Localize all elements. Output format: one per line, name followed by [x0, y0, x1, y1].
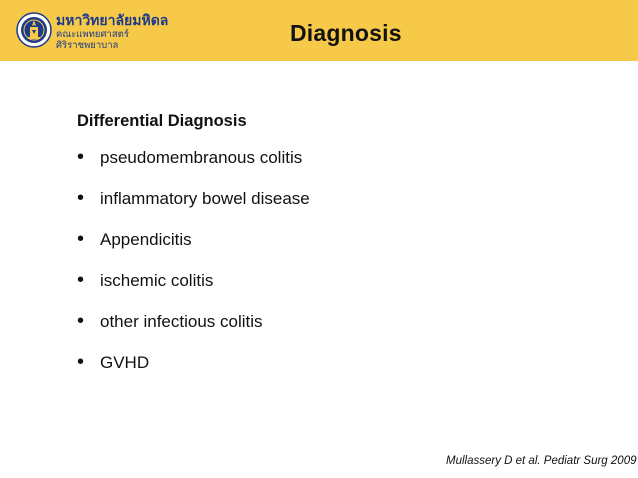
faculty-name-line1: คณะแพทยศาสตร์	[56, 29, 129, 40]
bullet-icon: •	[77, 351, 85, 373]
list-item-text: GVHD	[100, 353, 150, 372]
list-item-text: other infectious colitis	[100, 312, 263, 331]
bullet-icon: •	[77, 269, 85, 291]
bullet-icon: •	[77, 228, 85, 250]
header-bar	[0, 0, 638, 61]
list-item	[77, 189, 310, 230]
bullet-icon: •	[77, 187, 85, 209]
list-item-text: pseudomembranous colitis	[100, 148, 303, 167]
diagnosis-list	[77, 148, 310, 394]
citation: Mullassery D et al. Pediatr Surg 2009	[446, 455, 637, 467]
university-name: มหาวิทยาลัยมหิดล	[56, 12, 169, 28]
list-item	[77, 271, 310, 312]
slide-title: Diagnosis	[290, 20, 402, 46]
list-item-text: ischemic colitis	[100, 271, 214, 290]
list-item	[77, 148, 310, 189]
bullet-icon: •	[77, 310, 85, 332]
bullet-icon: •	[77, 146, 85, 168]
list-item	[77, 230, 310, 271]
university-name-block	[56, 13, 168, 52]
faculty-name-line2: ศิริราชพยาบาล	[56, 40, 119, 52]
list-item	[77, 353, 310, 394]
list-item-text: inflammatory bowel disease	[100, 189, 310, 208]
university-seal-icon	[16, 12, 52, 48]
section-heading: Differential Diagnosis	[77, 112, 247, 130]
list-item	[77, 312, 310, 353]
list-item-text: Appendicitis	[100, 230, 192, 249]
